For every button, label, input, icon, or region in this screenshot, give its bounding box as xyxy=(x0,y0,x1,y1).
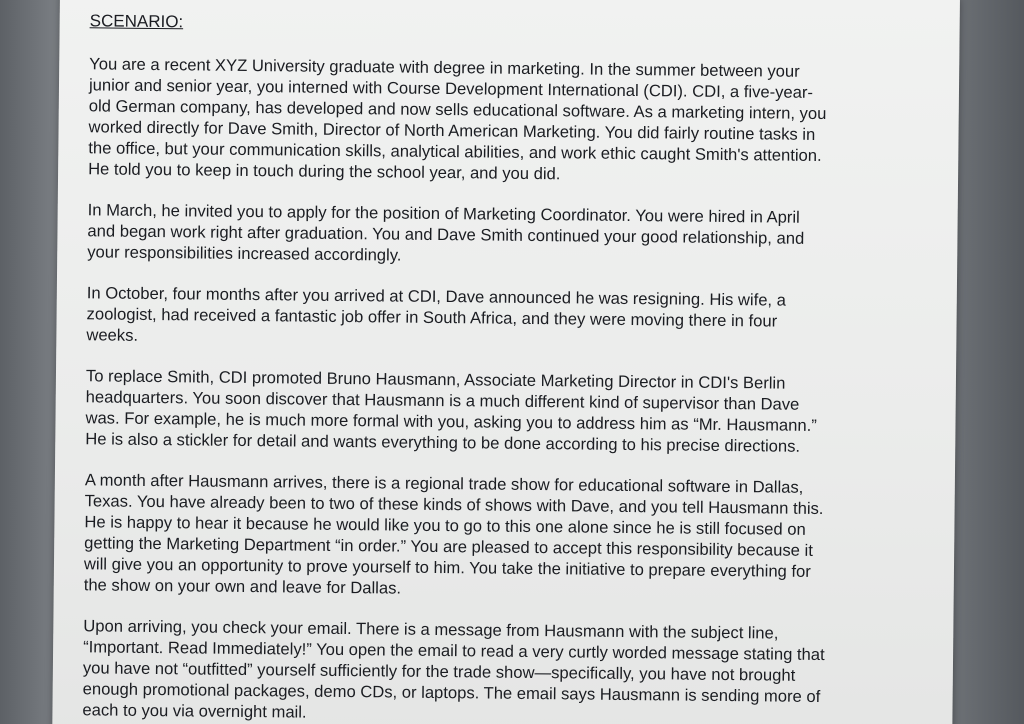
paragraph-5 xyxy=(84,469,915,604)
text-line: He is also a stickler for detail and wants everything to be done according to his precise directions. xyxy=(85,429,801,456)
text-line: will give you an opportunity to prove yourself to him. You take the initiative to prepare everything for xyxy=(83,554,811,581)
text-line: the office, but your communication skills, analytical abilities, and work ethic caught Smith's attention. xyxy=(88,138,822,165)
text-line: the show on your own and leave for Dallas. xyxy=(83,575,402,598)
paragraph-6 xyxy=(82,615,913,724)
text-line: zoologist, had received a fantastic job offer in South Africa, and they were moving there in four xyxy=(86,304,778,331)
text-line: In October, four months after you arrived at CDI, Dave announced he was resigning. His wife, a xyxy=(86,283,787,310)
text-line: In March, he invited you to apply for the position of Marketing Coordinator. You were hired in April xyxy=(87,200,800,227)
text-line: To replace Smith, CDI promoted Bruno Hausmann, Associate Marketing Director in CDI's Berlin xyxy=(85,366,786,393)
paper-sheet xyxy=(52,0,960,724)
document-body xyxy=(82,10,920,724)
paragraph-4 xyxy=(85,365,916,458)
text-line: junior and senior year, you interned with Course Development International (CDI). CDI, a five-year- xyxy=(88,75,814,102)
text-line: You are a recent XYZ University graduate with degree in marketing. In the summer between your xyxy=(89,54,800,81)
text-line: you have not “outfitted” yourself sufficiently for the trade show—specifically, you have not brought xyxy=(82,658,796,685)
text-line: enough promotional packages, demo CDs, or laptops. The email says Hausmann is sending more of xyxy=(82,679,821,706)
text-line: weeks. xyxy=(86,325,139,345)
text-line: your responsibilities increased accordingly. xyxy=(87,242,402,265)
scenario-heading: SCENARIO: xyxy=(89,11,184,32)
text-line: headquarters. You soon discover that Hausmann is a much different kind of supervisor than Dave xyxy=(85,387,800,414)
text-line: Texas. You have already been to two of these kinds of shows with Dave, and you tell Hausmann this. xyxy=(84,491,824,519)
text-line: A month after Hausmann arrives, there is a regional trade show for educational software in Dallas, xyxy=(84,470,804,497)
text-line: each to you via overnight mail. xyxy=(82,700,307,722)
text-line: Upon arriving, you check your email. There is a message from Hausmann with the subject line, xyxy=(83,616,779,643)
text-line: “Important. Read Immediately!” You open the email to read a very curtly worded message stating that xyxy=(83,637,825,665)
paragraph-2 xyxy=(87,199,918,271)
text-line: was. For example, he is much more formal with you, asking you to address him as “Mr. Hausmann.” xyxy=(85,408,817,435)
paragraph-1 xyxy=(88,53,919,188)
text-line: getting the Marketing Department “in order.” You are pleased to accept this responsibility because it xyxy=(84,533,813,560)
text-line: He is happy to hear it because he would like you to go to this one alone since he is still focused on xyxy=(84,512,806,539)
text-line: and began work right after graduation. You and Dave Smith continued your good relationship, and xyxy=(87,221,805,248)
text-line: old German company, has developed and now sells educational software. As a marketing intern, you xyxy=(88,96,827,124)
paragraph-3 xyxy=(86,282,917,354)
text-line: He told you to keep in touch during the school year, and you did. xyxy=(88,159,561,184)
text-line: worked directly for Dave Smith, Director of North American Marketing. You did fairly routine tasks in xyxy=(88,117,816,144)
